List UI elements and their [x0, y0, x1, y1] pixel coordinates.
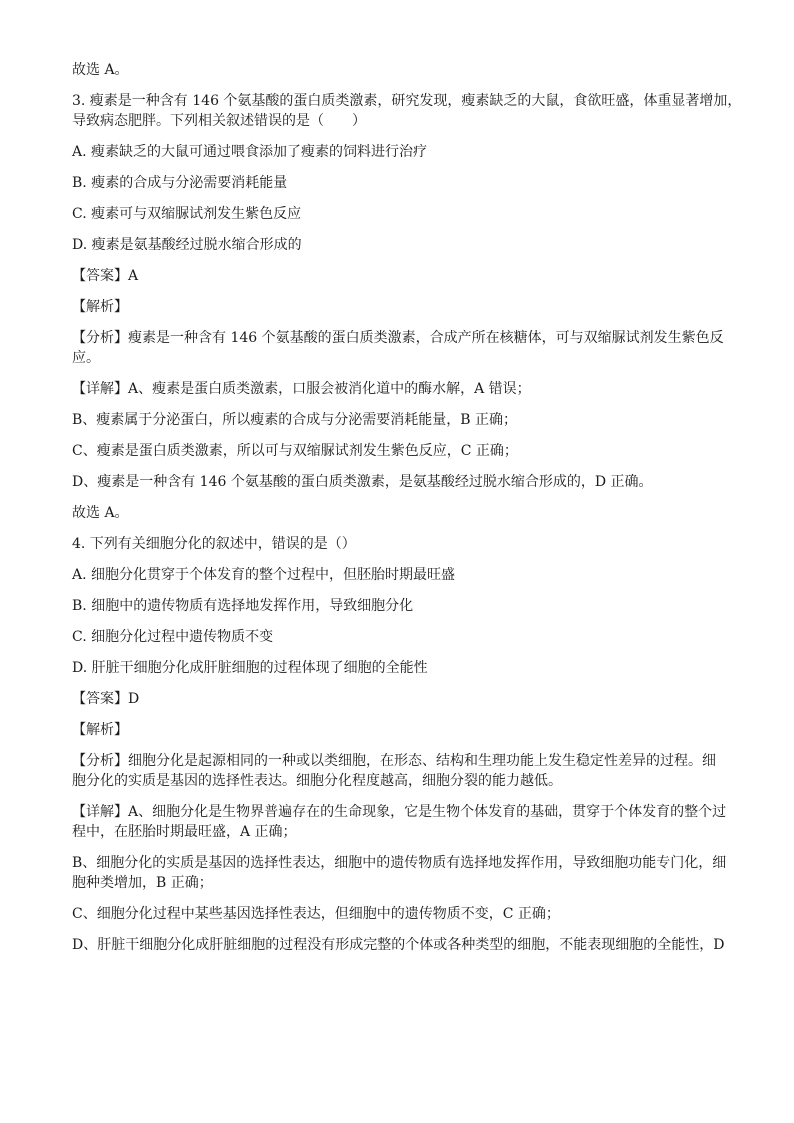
question-3-stem: 3. 瘦素是一种含有 146 个氨基酸的蛋白质类激素，研究发现，瘦素缺乏的大鼠，食欲旺盛，体重显著增加，: [72, 93, 742, 109]
text-line: 故选 A。: [72, 62, 129, 78]
detail-a-cont: 程中，在胚胎时期最旺盛，A 正确；: [72, 824, 297, 840]
answer-label: 【答案】A: [72, 268, 139, 284]
detail-d: D、肝脏干细胞分化成肝脏细胞的过程没有形成完整的个体或各种类型的细胞，不能表现细胞的全能性，D: [72, 937, 725, 953]
detail-a: 【详解】A、细胞分化是生物界普遍存在的生命现象，它是生物个体发育的基础，贯穿于个体发育的整个过: [72, 804, 727, 820]
detail-c: C、细胞分化过程中某些基因选择性表达，但细胞中的遗传物质不变，C 正确；: [72, 906, 560, 922]
analysis-heading: 【解析】: [72, 722, 128, 738]
option-c: C. 细胞分化过程中遗传物质不变: [72, 629, 274, 645]
question-4-stem: 4. 下列有关细胞分化的叙述中，错误的是（）: [72, 536, 356, 552]
detail-b: B、细胞分化的实质是基因的选择性表达，细胞中的遗传物质有选择地发挥作用，导致细胞功能专门化，细: [72, 855, 727, 871]
option-c: C. 瘦素可与双缩脲试剂发生紫色反应: [72, 206, 302, 222]
option-b: B. 细胞中的遗传物质有选择地发挥作用，导致细胞分化: [72, 598, 414, 614]
analysis-text-cont: 胞分化的实质是基因的选择性表达。细胞分化程度越高，细胞分裂的能力越低。: [72, 773, 562, 789]
option-b: B. 瘦素的合成与分泌需要消耗能量: [72, 175, 288, 191]
option-a: A. 细胞分化贯穿于个体发育的整个过程中，但胚胎时期最旺盛: [72, 567, 456, 583]
detail-b-cont: 胞种类增加，B 正确；: [72, 875, 213, 891]
detail-d: D、瘦素是一种含有 146 个氨基酸的蛋白质类激素，是氨基酸经过脱水缩合形成的，D 正确。: [72, 474, 653, 490]
question-3-stem-cont: 导致病态肥胖。下列相关叙述错误的是（ ）: [72, 113, 366, 129]
detail-a: 【详解】A、瘦素是蛋白质类激素，口服会被消化道中的酶水解，A 错误；: [72, 381, 531, 397]
analysis-text-cont: 应。: [72, 350, 100, 366]
document-page: [72, 60, 742, 955]
conclusion: 故选 A。: [72, 505, 129, 521]
answer-label: 【答案】D: [72, 691, 140, 707]
analysis-text: 【分析】瘦素是一种含有 146 个氨基酸的蛋白质类激素，合成产所在核糖体，可与双缩脲试剂发生紫色反: [72, 330, 724, 346]
detail-c: C、瘦素是蛋白质类激素，所以可与双缩脲试剂发生紫色反应，C 正确；: [72, 443, 518, 459]
analysis-text: 【分析】细胞分化是起源相同的一种或以类细胞，在形态、结构和生理功能上发生稳定性差异的过程。细: [72, 753, 716, 769]
detail-b: B、瘦素属于分泌蛋白，所以瘦素的合成与分泌需要消耗能量，B 正确；: [72, 412, 518, 428]
option-d: D. 肝脏干细胞分化成肝脏细胞的过程体现了细胞的全能性: [72, 660, 428, 676]
option-a: A. 瘦素缺乏的大鼠可通过喂食添加了瘦素的饲料进行治疗: [72, 144, 428, 160]
analysis-heading: 【解析】: [72, 299, 128, 315]
option-d: D. 瘦素是氨基酸经过脱水缩合形成的: [72, 237, 302, 253]
